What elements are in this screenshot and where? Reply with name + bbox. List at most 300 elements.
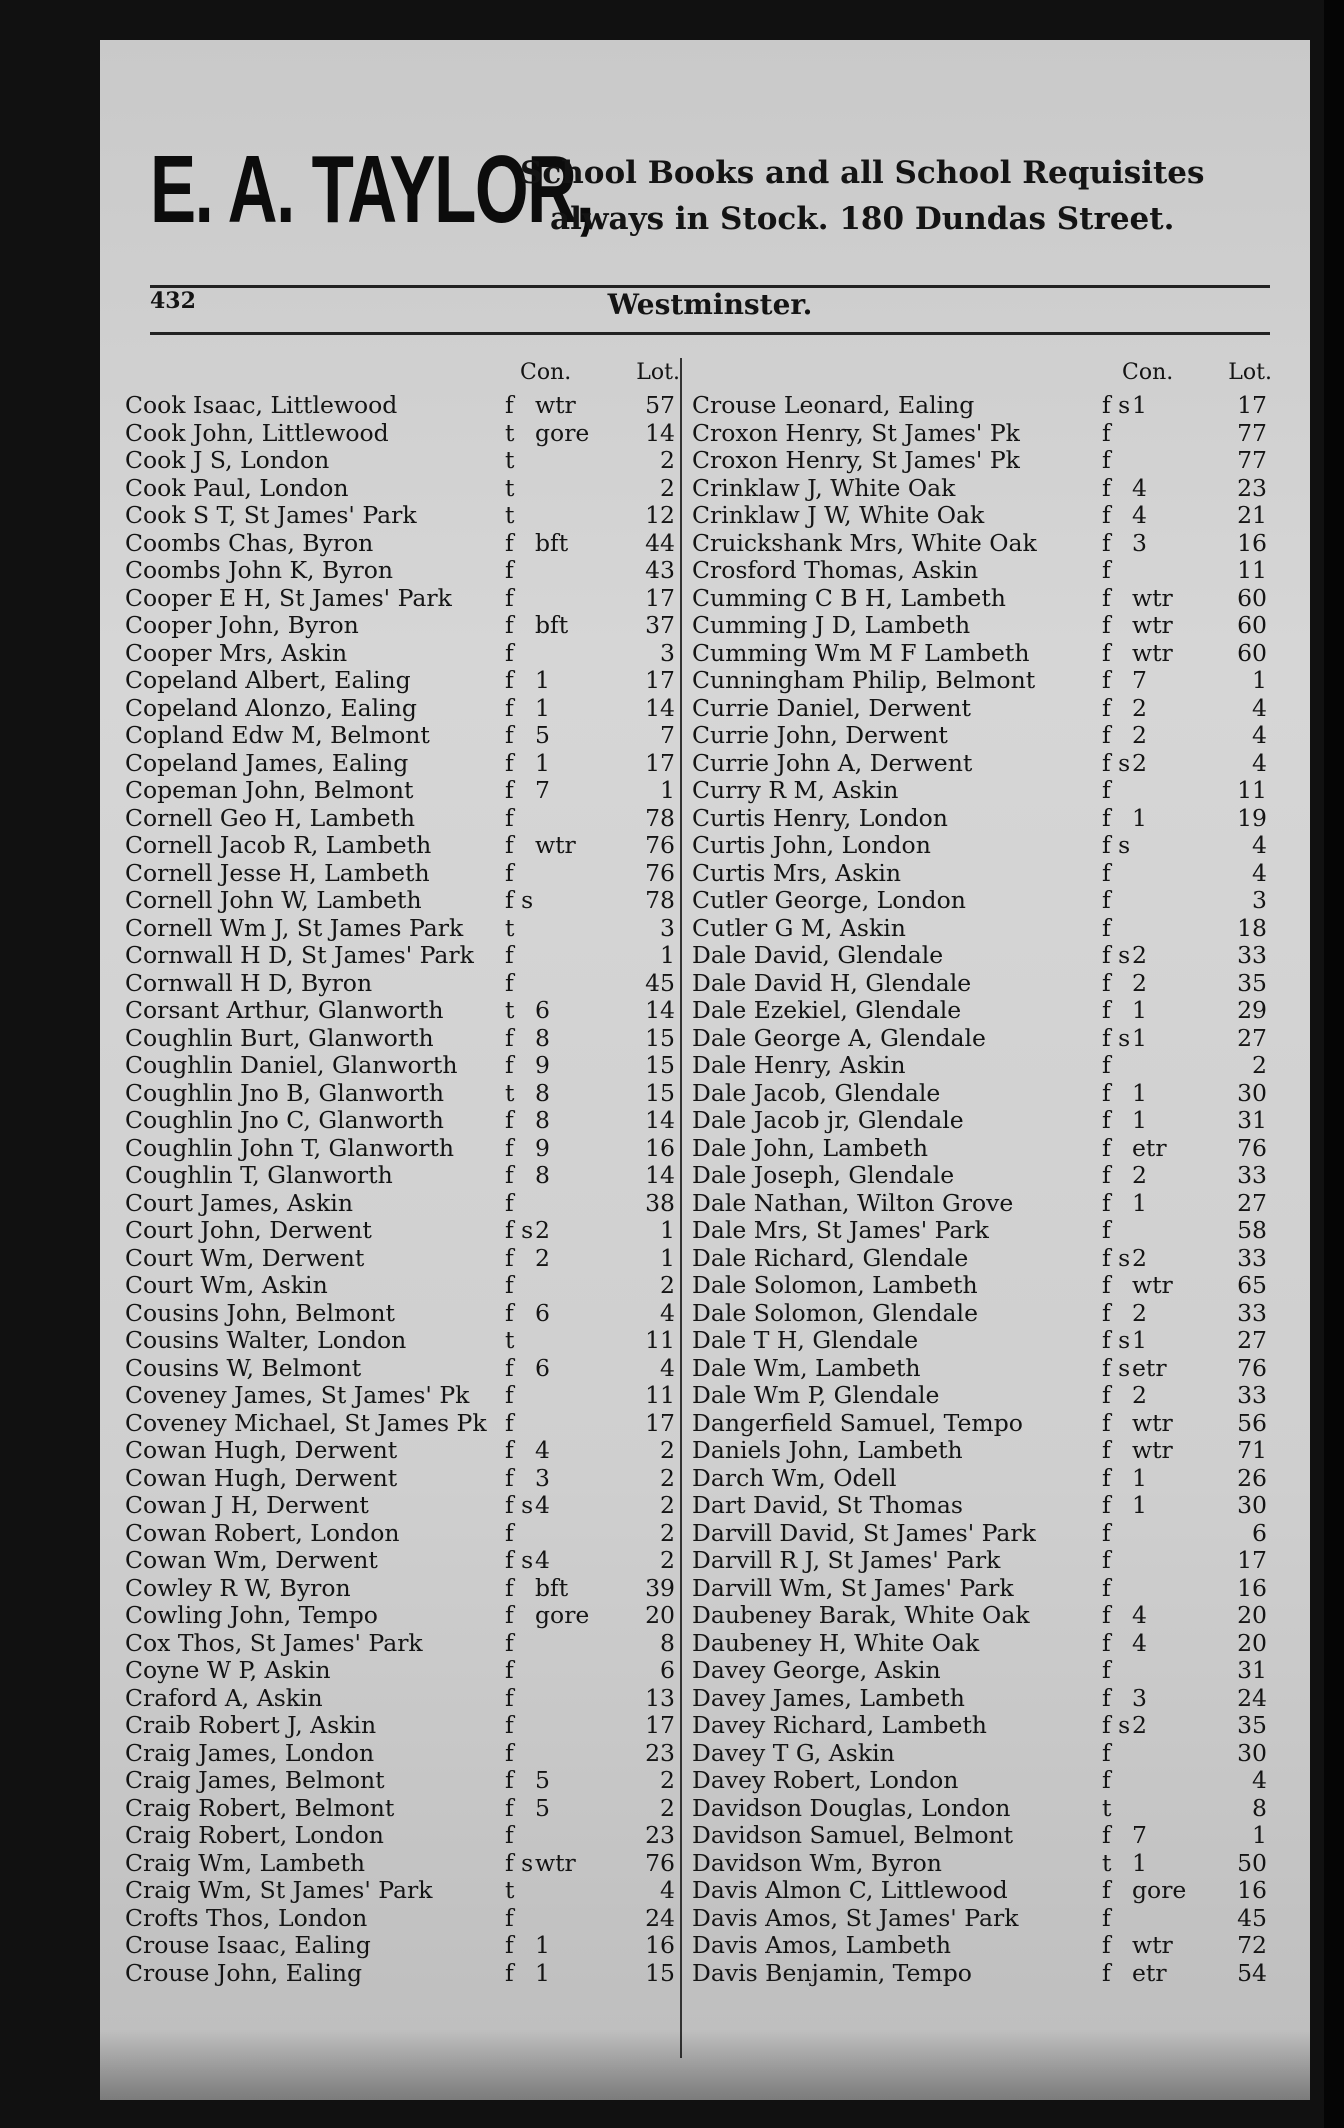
entry-name: Cousins W, Belmont bbox=[125, 1353, 362, 1382]
entry-tenure: f bbox=[505, 748, 514, 777]
entry-tenure: t bbox=[505, 1078, 515, 1107]
entry-name: Cornell Jacob R, Lambeth bbox=[125, 831, 432, 859]
entry-concession: 1 bbox=[535, 1931, 550, 1959]
entry-concession: etr bbox=[1132, 1958, 1167, 1987]
entry-tenure: f bbox=[505, 1573, 514, 1602]
entry-tenure: f s bbox=[505, 1491, 534, 1519]
directory-entry bbox=[682, 997, 1277, 1025]
entry-concession: wtr bbox=[1132, 1931, 1173, 1959]
entry-tenure: f bbox=[505, 968, 514, 997]
entry-tenure: f bbox=[1102, 528, 1111, 557]
directory-entry bbox=[125, 832, 685, 860]
entry-tenure: f bbox=[505, 831, 514, 859]
directory-entry bbox=[682, 1520, 1277, 1548]
entry-concession: 6 bbox=[535, 996, 550, 1024]
entry-name: Davey Robert, London bbox=[692, 1766, 959, 1794]
entry-tenure: f bbox=[1102, 1656, 1111, 1684]
directory-entry bbox=[682, 667, 1277, 695]
entry-name: Davis Benjamin, Tempo bbox=[692, 1958, 972, 1987]
entry-lot: 27 bbox=[1237, 1326, 1267, 1354]
entry-name: Crosford Thomas, Askin bbox=[692, 556, 979, 584]
directory-entry bbox=[682, 557, 1277, 585]
entry-lot: 60 bbox=[1237, 583, 1267, 612]
directory-entry bbox=[125, 585, 685, 613]
entry-concession: 2 bbox=[535, 1243, 550, 1272]
directory-entry bbox=[682, 502, 1277, 530]
entry-lot: 8 bbox=[1252, 1793, 1267, 1822]
entry-name: Cornell Wm J, St James Park bbox=[125, 913, 464, 942]
entry-tenure: f bbox=[505, 1161, 514, 1189]
directory-entry bbox=[125, 695, 685, 723]
entry-tenure: f bbox=[1102, 1436, 1111, 1464]
entry-name: Court John, Derwent bbox=[125, 1216, 372, 1244]
entry-name: Dale David, Glendale bbox=[692, 941, 944, 969]
directory-entry bbox=[125, 1630, 685, 1658]
entry-concession: 2 bbox=[1132, 1161, 1147, 1189]
entry-lot: 24 bbox=[1237, 1683, 1267, 1712]
entry-tenure: f bbox=[505, 1106, 514, 1134]
entry-name: Coughlin John T, Glanworth bbox=[125, 1133, 455, 1162]
entry-concession: 4 bbox=[535, 1546, 550, 1574]
directory-entry bbox=[682, 832, 1277, 860]
con-header: Con. bbox=[1122, 360, 1174, 385]
entry-tenure: f s bbox=[1102, 1353, 1131, 1382]
right-column bbox=[680, 358, 1277, 2058]
entry-lot: 20 bbox=[1237, 1628, 1267, 1657]
directory-entry bbox=[125, 887, 685, 915]
entry-lot: 16 bbox=[645, 1133, 675, 1162]
entry-lot: 1 bbox=[660, 941, 675, 969]
entry-tenure: f bbox=[1102, 1573, 1111, 1602]
entry-name: Davis Almon C, Littlewood bbox=[692, 1876, 1008, 1904]
directory-page bbox=[100, 40, 1310, 2100]
directory-entry bbox=[125, 557, 685, 585]
directory-entry bbox=[682, 1822, 1277, 1850]
entry-tenure: f bbox=[505, 1353, 514, 1382]
entry-tenure: f s bbox=[1102, 941, 1131, 969]
entry-name: Dale Solomon, Glendale bbox=[692, 1298, 978, 1327]
entry-lot: 31 bbox=[1237, 1656, 1267, 1684]
entry-tenure: f bbox=[505, 1931, 514, 1959]
entry-tenure: f bbox=[505, 1051, 514, 1079]
entry-lot: 43 bbox=[645, 556, 675, 584]
entry-name: Cowley R W, Byron bbox=[125, 1573, 351, 1602]
directory-entry bbox=[125, 1272, 685, 1300]
entry-concession: 2 bbox=[1132, 693, 1147, 722]
entry-tenure: f bbox=[1102, 556, 1111, 584]
entry-concession: etr bbox=[1132, 1133, 1167, 1162]
entry-tenure: f bbox=[505, 1601, 514, 1629]
entry-name: Cutler G M, Askin bbox=[692, 913, 906, 942]
directory-entry bbox=[125, 1052, 685, 1080]
entry-lot: 4 bbox=[1252, 858, 1267, 887]
entry-name: Dale Solomon, Lambeth bbox=[692, 1271, 978, 1299]
entry-concession: wtr bbox=[1132, 1271, 1173, 1299]
entry-lot: 11 bbox=[1237, 776, 1267, 804]
entry-name: Cumming C B H, Lambeth bbox=[692, 583, 1006, 612]
entry-name: Craig Robert, London bbox=[125, 1821, 384, 1849]
entry-tenure: f bbox=[1102, 1931, 1111, 1959]
entry-tenure: f bbox=[505, 1518, 514, 1547]
directory-entry bbox=[682, 1630, 1277, 1658]
entry-tenure: t bbox=[1102, 1793, 1112, 1822]
entry-tenure: f s bbox=[505, 1216, 534, 1244]
directory-entry bbox=[682, 942, 1277, 970]
entry-tenure: f bbox=[1102, 1628, 1111, 1657]
entry-tenure: f s bbox=[1102, 831, 1131, 859]
subheader-rule bbox=[150, 332, 1270, 335]
directory-entry bbox=[682, 805, 1277, 833]
directory-entry bbox=[682, 585, 1277, 613]
entry-tenure: f bbox=[1102, 996, 1111, 1024]
directory-entry bbox=[125, 1355, 685, 1383]
entry-tenure: f s bbox=[1102, 1711, 1131, 1739]
directory-entry bbox=[125, 1217, 685, 1245]
directory-entry bbox=[682, 1795, 1277, 1823]
entry-lot: 78 bbox=[645, 803, 675, 832]
entry-lot: 45 bbox=[1237, 1903, 1267, 1932]
entry-tenure: t bbox=[505, 446, 515, 474]
directory-entry bbox=[682, 1712, 1277, 1740]
entry-name: Dale Joseph, Glendale bbox=[692, 1161, 955, 1189]
directory-entry bbox=[682, 1025, 1277, 1053]
entry-concession: 3 bbox=[535, 1463, 550, 1492]
directory-entry bbox=[682, 1272, 1277, 1300]
entry-lot: 17 bbox=[645, 583, 675, 612]
entry-name: Darvill Wm, St James' Park bbox=[692, 1573, 1014, 1602]
entry-name: Crinklaw J, White Oak bbox=[692, 473, 956, 502]
directory-entry bbox=[125, 860, 685, 888]
entry-name: Crouse John, Ealing bbox=[125, 1958, 363, 1987]
entry-concession: 1 bbox=[1132, 1463, 1147, 1492]
directory-entry bbox=[125, 1162, 685, 1190]
entry-name: Cowan Hugh, Derwent bbox=[125, 1436, 398, 1464]
directory-entry bbox=[682, 750, 1277, 778]
entry-tenure: f bbox=[505, 1243, 514, 1272]
entry-name: Cruickshank Mrs, White Oak bbox=[692, 528, 1037, 557]
entry-lot: 1 bbox=[660, 1216, 675, 1244]
entry-tenure: f bbox=[505, 666, 514, 694]
entry-tenure: f bbox=[505, 1738, 514, 1767]
directory-entry bbox=[125, 475, 685, 503]
entry-lot: 39 bbox=[645, 1573, 675, 1602]
entry-name: Dale Richard, Glendale bbox=[692, 1243, 969, 1272]
entry-tenure: f bbox=[1102, 1903, 1111, 1932]
directory-entry bbox=[125, 1327, 685, 1355]
entry-name: Coughlin Daniel, Glanworth bbox=[125, 1051, 458, 1079]
entry-name: Dale T H, Glendale bbox=[692, 1326, 919, 1354]
directory-entry bbox=[125, 1767, 685, 1795]
entry-lot: 13 bbox=[645, 1683, 675, 1712]
right-entry-list bbox=[682, 392, 1277, 1987]
entry-tenure: f bbox=[1102, 583, 1111, 612]
entry-tenure: t bbox=[505, 913, 515, 942]
entry-lot: 14 bbox=[645, 1161, 675, 1189]
entry-lot: 2 bbox=[660, 1546, 675, 1574]
entry-tenure: t bbox=[505, 1326, 515, 1354]
entry-name: Croxon Henry, St James' Pk bbox=[692, 446, 1020, 474]
directory-entry bbox=[125, 1740, 685, 1768]
directory-entry bbox=[125, 970, 685, 998]
entry-name: Dangerfield Samuel, Tempo bbox=[692, 1408, 1023, 1437]
entry-name: Darvill R J, St James' Park bbox=[692, 1546, 1001, 1574]
entry-name: Dale Jacob, Glendale bbox=[692, 1078, 941, 1107]
directory-entry bbox=[125, 1712, 685, 1740]
directory-entry bbox=[682, 1740, 1277, 1768]
entry-concession: 4 bbox=[1132, 473, 1147, 502]
entry-lot: 76 bbox=[645, 831, 675, 859]
directory-entry bbox=[125, 530, 685, 558]
entry-tenure: f bbox=[505, 1793, 514, 1822]
directory-entry bbox=[682, 1217, 1277, 1245]
directory-entry bbox=[125, 1492, 685, 1520]
entry-lot: 14 bbox=[645, 996, 675, 1024]
entry-name: Cutler George, London bbox=[692, 886, 966, 914]
entry-name: Curry R M, Askin bbox=[692, 776, 899, 804]
entry-name: Copeland Albert, Ealing bbox=[125, 666, 411, 694]
entry-name: Davidson Douglas, London bbox=[692, 1793, 1011, 1822]
directory-entry bbox=[125, 420, 685, 448]
entry-tenure: f bbox=[1102, 446, 1111, 474]
directory-entry bbox=[682, 447, 1277, 475]
entry-lot: 78 bbox=[645, 886, 675, 914]
entry-lot: 17 bbox=[1237, 1546, 1267, 1574]
entry-concession: 2 bbox=[1132, 748, 1147, 777]
entry-lot: 17 bbox=[645, 666, 675, 694]
entry-tenure: f bbox=[505, 941, 514, 969]
entry-name: Cooper John, Byron bbox=[125, 611, 359, 639]
entry-concession: 8 bbox=[535, 1078, 550, 1107]
entry-lot: 54 bbox=[1237, 1958, 1267, 1987]
entry-name: Copeland Alonzo, Ealing bbox=[125, 693, 417, 722]
entry-tenure: f bbox=[505, 803, 514, 832]
entry-name: Cornwall H D, Byron bbox=[125, 968, 373, 997]
entry-concession: gore bbox=[535, 1601, 590, 1629]
entry-name: Court Wm, Askin bbox=[125, 1271, 328, 1299]
entry-lot: 2 bbox=[660, 1491, 675, 1519]
entry-concession: 4 bbox=[535, 1436, 550, 1464]
scan-edge bbox=[1324, 0, 1344, 2128]
entry-concession: 1 bbox=[1132, 1078, 1147, 1107]
entry-concession: 4 bbox=[535, 1491, 550, 1519]
entry-name: Davis Amos, St James' Park bbox=[692, 1903, 1019, 1932]
con-header: Con. bbox=[520, 360, 572, 385]
directory-entry bbox=[682, 1547, 1277, 1575]
entry-concession: etr bbox=[1132, 1353, 1167, 1382]
entry-name: Currie John A, Derwent bbox=[692, 748, 973, 777]
entry-concession: 4 bbox=[1132, 1601, 1147, 1629]
entry-tenure: f s bbox=[1102, 1243, 1131, 1272]
entry-concession: 2 bbox=[1132, 1298, 1147, 1327]
entry-concession: 2 bbox=[535, 1216, 550, 1244]
entry-name: Coyne W P, Askin bbox=[125, 1656, 331, 1684]
entry-name: Dale Wm, Lambeth bbox=[692, 1353, 921, 1382]
entry-name: Cumming J D, Lambeth bbox=[692, 611, 971, 639]
entry-lot: 1 bbox=[1252, 1821, 1267, 1849]
directory-entry bbox=[682, 612, 1277, 640]
entry-name: Craib Robert J, Askin bbox=[125, 1711, 377, 1739]
page-shadow bbox=[100, 2030, 1310, 2100]
entry-tenure: f bbox=[1102, 1161, 1111, 1189]
entry-concession: 6 bbox=[535, 1353, 550, 1382]
entry-lot: 15 bbox=[645, 1051, 675, 1079]
entry-concession: 1 bbox=[1132, 1326, 1147, 1354]
entry-name: Davey T G, Askin bbox=[692, 1738, 895, 1767]
entry-tenure: f bbox=[1102, 1051, 1111, 1079]
entry-tenure: f bbox=[1102, 803, 1111, 832]
directory-entry bbox=[125, 942, 685, 970]
directory-entry bbox=[125, 1465, 685, 1493]
entry-name: Dale John, Lambeth bbox=[692, 1133, 928, 1162]
directory-entry bbox=[682, 475, 1277, 503]
entry-tenure: f s bbox=[505, 886, 534, 914]
entry-lot: 77 bbox=[1237, 418, 1267, 447]
entry-name: Craig James, Belmont bbox=[125, 1766, 385, 1794]
entry-concession: 8 bbox=[535, 1023, 550, 1052]
directory-entry bbox=[125, 1685, 685, 1713]
entry-tenure: f bbox=[1102, 666, 1111, 694]
entry-tenure: f bbox=[1102, 1491, 1111, 1519]
entry-name: Davidson Wm, Byron bbox=[692, 1848, 942, 1877]
entry-lot: 29 bbox=[1237, 996, 1267, 1024]
entry-tenure: f s bbox=[1102, 748, 1131, 777]
entry-name: Cook John, Littlewood bbox=[125, 418, 389, 447]
entry-lot: 2 bbox=[660, 1271, 675, 1299]
entry-tenure: f bbox=[1102, 1821, 1111, 1849]
entry-concession: 1 bbox=[1132, 1023, 1147, 1052]
entry-concession: gore bbox=[1132, 1876, 1187, 1904]
entry-name: Craford A, Askin bbox=[125, 1683, 323, 1712]
entry-name: Daubeney Barak, White Oak bbox=[692, 1601, 1030, 1629]
directory-entry bbox=[682, 1245, 1277, 1273]
entry-lot: 3 bbox=[1252, 886, 1267, 914]
entry-name: Dale Nathan, Wilton Grove bbox=[692, 1188, 1014, 1217]
brand-name: E. A. TAYLOR, bbox=[150, 136, 594, 243]
entry-lot: 56 bbox=[1237, 1408, 1267, 1437]
entry-lot: 6 bbox=[660, 1656, 675, 1684]
entry-concession: wtr bbox=[1132, 638, 1173, 667]
entry-tenure: f s bbox=[1102, 1023, 1131, 1052]
entry-lot: 16 bbox=[1237, 528, 1267, 557]
directory-entry bbox=[125, 722, 685, 750]
entry-tenure: f bbox=[505, 1958, 514, 1987]
entry-tenure: f s bbox=[1102, 1326, 1131, 1354]
entry-lot: 12 bbox=[645, 501, 675, 529]
entry-name: Dale Mrs, St James' Park bbox=[692, 1216, 989, 1244]
directory-entry bbox=[125, 1960, 685, 1988]
entry-name: Craig Wm, Lambeth bbox=[125, 1848, 366, 1877]
tagline-line-2: always in Stock. 180 Dundas Street. bbox=[550, 201, 1175, 237]
entry-concession: wtr bbox=[1132, 583, 1173, 612]
entry-concession: 9 bbox=[535, 1051, 550, 1079]
directory-entry bbox=[682, 915, 1277, 943]
entry-concession: 2 bbox=[1132, 941, 1147, 969]
section-title: Westminster. bbox=[607, 288, 813, 321]
entry-name: Cook J S, London bbox=[125, 446, 330, 474]
entry-lot: 31 bbox=[1237, 1106, 1267, 1134]
entry-name: Daubeney H, White Oak bbox=[692, 1628, 980, 1657]
directory-entry bbox=[682, 1437, 1277, 1465]
entry-concession: wtr bbox=[1132, 611, 1173, 639]
entry-tenure: t bbox=[505, 418, 515, 447]
entry-concession: 9 bbox=[535, 1133, 550, 1162]
entry-lot: 14 bbox=[645, 418, 675, 447]
entry-tenure: f bbox=[1102, 693, 1111, 722]
entry-concession: 1 bbox=[1132, 1106, 1147, 1134]
entry-lot: 33 bbox=[1237, 941, 1267, 969]
entry-name: Coughlin Burt, Glanworth bbox=[125, 1023, 434, 1052]
directory-entry bbox=[682, 1932, 1277, 1960]
entry-lot: 7 bbox=[660, 721, 675, 749]
entry-lot: 1 bbox=[1252, 666, 1267, 694]
entry-tenure: f bbox=[1102, 1078, 1111, 1107]
entry-tenure: t bbox=[505, 996, 515, 1024]
entry-name: Curtis John, London bbox=[692, 831, 931, 859]
entry-name: Dale Jacob jr, Glendale bbox=[692, 1106, 964, 1134]
entry-tenure: f bbox=[505, 1188, 514, 1217]
entry-lot: 11 bbox=[645, 1381, 675, 1409]
entry-tenure: f bbox=[505, 1766, 514, 1794]
directory-entry bbox=[682, 1960, 1277, 1988]
directory-entry bbox=[125, 1822, 685, 1850]
entry-concession: 4 bbox=[1132, 501, 1147, 529]
entry-lot: 4 bbox=[660, 1298, 675, 1327]
directory-entry bbox=[125, 1107, 685, 1135]
entry-lot: 72 bbox=[1237, 1931, 1267, 1959]
entry-tenure: f bbox=[505, 528, 514, 557]
directory-entry bbox=[125, 997, 685, 1025]
directory-entry bbox=[682, 1080, 1277, 1108]
entry-tenure: f bbox=[1102, 1106, 1111, 1134]
entry-tenure: f bbox=[505, 1821, 514, 1849]
left-entry-list bbox=[125, 392, 685, 1987]
entry-name: Davey Richard, Lambeth bbox=[692, 1711, 987, 1739]
entry-lot: 2 bbox=[660, 1436, 675, 1464]
entry-lot: 76 bbox=[645, 1848, 675, 1877]
directory-entry bbox=[682, 1657, 1277, 1685]
entry-tenure: f bbox=[1102, 473, 1111, 502]
directory-entry bbox=[682, 1327, 1277, 1355]
lot-header: Lot. bbox=[636, 360, 680, 385]
entry-lot: 20 bbox=[1237, 1601, 1267, 1629]
entry-lot: 17 bbox=[645, 1408, 675, 1437]
directory-entry bbox=[125, 1905, 685, 1933]
entry-concession: 5 bbox=[535, 1793, 550, 1822]
entry-tenure: f bbox=[1102, 1683, 1111, 1712]
entry-lot: 30 bbox=[1237, 1738, 1267, 1767]
entry-lot: 23 bbox=[645, 1738, 675, 1767]
entry-name: Coughlin Jno B, Glanworth bbox=[125, 1078, 444, 1107]
entry-lot: 58 bbox=[1237, 1216, 1267, 1244]
entry-lot: 23 bbox=[645, 1821, 675, 1849]
entry-lot: 27 bbox=[1237, 1023, 1267, 1052]
entry-name: Court Wm, Derwent bbox=[125, 1243, 365, 1272]
entry-concession: 1 bbox=[1132, 1188, 1147, 1217]
lot-header: Lot. bbox=[1228, 360, 1272, 385]
entry-lot: 15 bbox=[645, 1023, 675, 1052]
entry-name: Dale George A, Glendale bbox=[692, 1023, 986, 1052]
entry-tenure: f bbox=[1102, 501, 1111, 529]
entry-name: Coveney Michael, St James Pk bbox=[125, 1408, 487, 1437]
entry-tenure: f bbox=[1102, 1463, 1111, 1492]
entry-lot: 65 bbox=[1237, 1271, 1267, 1299]
directory-entry bbox=[682, 1382, 1277, 1410]
entry-tenure: f bbox=[1102, 1766, 1111, 1794]
directory-entry bbox=[682, 1300, 1277, 1328]
entry-name: Cousins John, Belmont bbox=[125, 1298, 395, 1327]
advertisement-banner bbox=[150, 125, 1270, 275]
entry-lot: 14 bbox=[645, 693, 675, 722]
